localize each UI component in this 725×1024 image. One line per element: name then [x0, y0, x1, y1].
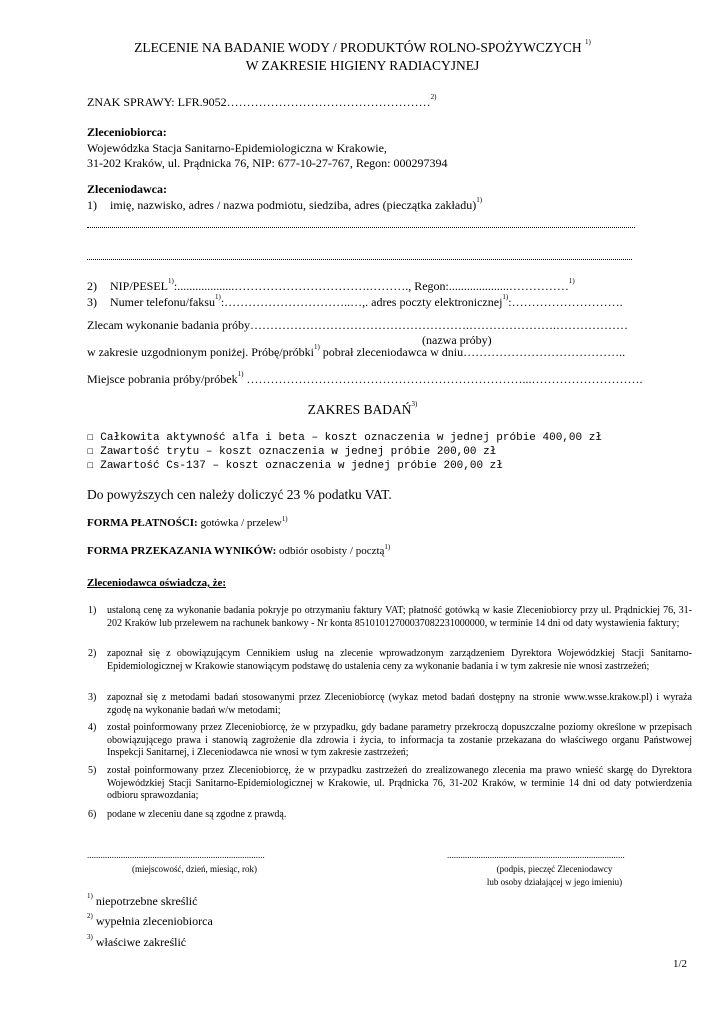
- phone-label: Numer telefonu/faksu: [110, 295, 215, 309]
- location-footnote-mark: 1): [237, 370, 244, 378]
- declaration-item-number: 2): [88, 648, 97, 659]
- footnote-mark: 2): [87, 912, 93, 920]
- collection-date-field[interactable]: pobrał zleceniodawca w dniu…………………………………..: [319, 345, 626, 359]
- declaration-item: ustaloną cenę za wykonanie badania pokryje po otrzymaniu faktury VAT; płatność gotówką w kasie Zleceniobiorcy przy ul. Prądnickiej 76, 31-202 Kraków lub przelewem na rachunek bankowy - Nr konta 85101012700037082231000000, w terminie 14 dni od daty wystawienia faktury;: [107, 605, 692, 629]
- declaration-item-number: 4): [88, 722, 97, 733]
- order-collection-line: [87, 345, 625, 359]
- declaration-item-number: 6): [88, 809, 97, 820]
- location-label: Miejsce pobrania próby/próbek: [87, 372, 238, 386]
- email-field[interactable]: :……………………….: [508, 295, 623, 309]
- client-item-1: [87, 198, 482, 212]
- payment-form: [87, 517, 288, 530]
- case-number-footnote-mark: 2): [430, 93, 437, 101]
- footnote-text: niepotrzebne skreślić: [92, 894, 198, 908]
- title-footnote-mark: 1): [585, 38, 591, 46]
- scope-option-tritium[interactable]: ☐ Zawartość trytu – koszt oznaczenia w jednej próbie 200,00 zł: [87, 446, 497, 458]
- regon-footnote-mark: 1): [568, 277, 575, 285]
- scope-heading-text: ZAKRES BADAŃ: [307, 402, 412, 417]
- signature-caption-2: lub osoby działającej w jego imieniu): [486, 877, 623, 887]
- nip-pesel-label: NIP/PESEL: [110, 279, 169, 293]
- footnote: [87, 894, 197, 908]
- declaration-item: został poinformowany przez Zleceniobiorcę, że w przypadku zastrzeżeń do zrealizowanego zlecenia ma prawo wnieść skargę do Dyrektora Wojewódzkiej Stacji Sanitarno-Epidemiologicznej w Krakowie, ul. Prądnicka 76, 31-202 Kraków, w terminie 14 dni od daty potwierdzenia odbioru sprawozdania;: [107, 765, 692, 801]
- client-item-3-number: 3): [87, 295, 97, 309]
- declaration-item-number: 3): [88, 692, 97, 703]
- declaration-item: został poinformowany przez Zleceniobiorcę, że w przypadku, gdy badane parametry przekroczą dopuszczalne poziomy określone w przepisach obowiązującego prawa i stanowią zagrożenie dla zdrowia i życia, to informacja ta zostanie przekazana do właściwego organu Państwowej Inspekcji Sanitarnej, i Zleceniodawca nie wnosi w tym zakresie zastrzeżeń;: [107, 722, 692, 758]
- vat-note: Do powyższych cen należy doliczyć 23 % podatku VAT.: [87, 487, 392, 502]
- declaration-item-number: 5): [88, 765, 97, 776]
- declaration-item: podane w zleceniu dane są zgodne z prawdą.: [107, 809, 287, 820]
- client-item-2-number: 2): [87, 279, 97, 293]
- scope-heading: [0, 402, 725, 418]
- client-item-1-text: imię, nazwisko, adres / nazwa podmiotu, siedziba, adres (pieczątka zakładu): [110, 198, 477, 212]
- page-number: 1/2: [673, 958, 688, 970]
- declaration-item-number: 1): [88, 605, 97, 616]
- scope-option-cs137[interactable]: ☐ Zawartość Cs-137 – koszt oznaczenia w jednej próbie 200,00 zł: [87, 460, 503, 472]
- declaration-heading: Zleceniodawca oświadcza, że:: [87, 577, 226, 589]
- footnote: [87, 914, 213, 928]
- footnote: [87, 935, 186, 949]
- payment-footnote-mark: 1): [281, 515, 288, 523]
- client-name-field-line-2[interactable]: [87, 259, 632, 260]
- signature-caption-1: (podpis, pieczęć Zleceniodawcy: [496, 864, 613, 874]
- order-location-line: [87, 372, 642, 386]
- scope-footnote-mark: 3): [411, 400, 418, 408]
- footnote-text: wypełnia zleceniobiorca: [92, 914, 213, 928]
- client-heading: Zleceniodawca:: [87, 182, 167, 196]
- document-title: [0, 40, 725, 56]
- date-place-caption: (miejscowość, dzień, miesiąc, rok): [132, 864, 257, 874]
- contractor-heading: Zleceniobiorca:: [87, 125, 167, 139]
- case-number-label: ZNAK SPRAWY: LFR.9052……………………………………………: [87, 95, 431, 109]
- nip-regon-field[interactable]: :...................…………………………….………., Regon:....................……………: [173, 279, 569, 293]
- phone-email-field[interactable]: :…………………………..…,. adres poczty elektronicznej: [220, 295, 503, 309]
- delivery-footnote-mark: 1): [384, 543, 391, 551]
- sample-name-caption: (nazwa próby): [422, 333, 492, 347]
- signature-field[interactable]: ...............................................................................: [447, 850, 625, 860]
- title-line-1: ZLECENIE NA BADANIE WODY / PRODUKTÓW ROLNO-SPOŻYWCZYCH: [134, 40, 582, 55]
- client-item-3: [87, 295, 623, 309]
- declaration-item: zapoznał się z metodami badań stosowanymi przez Zleceniobiorcę (wykaz metod badań dostępny na stronie www.wsse.krakow.pl) i wyraża zgodę na wykonanie badań w/w metodami;: [107, 692, 692, 716]
- footnote-text: właściwe zakreślić: [92, 935, 187, 949]
- case-number: [87, 95, 436, 109]
- declaration-item: zapoznał się z obowiązującym Cennikiem usług na zlecenie wprowadzonym zarządzeniem Dyrektora Wojewódzkiej Stacji Sanitarno-Epidemiologicznej w Krakowie stanowiącym podstawę do ustalenia ceny za wykonanie badania i w tym zakresie nie wnosi zastrzeżeń;: [107, 648, 692, 672]
- order-sample-line[interactable]: Zlecam wykonanie badania próby……………………………………………….………………….………………: [87, 318, 628, 332]
- client-item-2: [87, 279, 575, 293]
- contractor-line-1: Wojewódzka Stacja Sanitarno-Epidemiologiczna w Krakowie,: [87, 141, 387, 155]
- result-delivery-form: [87, 545, 390, 558]
- location-field[interactable]: ……………………………………………………………...……………………….: [243, 372, 643, 386]
- contractor-line-2: 31-202 Kraków, ul. Prądnicka 76, NIP: 677-10-27-767, Regon: 000297394: [87, 156, 448, 170]
- date-place-field[interactable]: ...............................................................................: [87, 850, 265, 860]
- collection-footnote-mark: 1): [313, 343, 320, 351]
- footnote-mark: 3): [87, 933, 93, 941]
- document-subtitle: W ZAKRESIE HIGIENY RADIACYJNEJ: [245, 58, 480, 73]
- payment-form-options[interactable]: gotówka / przelew: [197, 517, 282, 529]
- collection-label: w zakresie uzgodnionym poniżej. Próbę/próbki: [87, 345, 314, 359]
- payment-form-label: FORMA PŁATNOŚCI:: [87, 517, 198, 529]
- nip-footnote-mark: 1): [168, 277, 174, 285]
- footnote-mark: 1): [87, 892, 93, 900]
- client-item-1-footnote-mark: 1): [476, 196, 483, 204]
- email-footnote-mark: 1): [502, 293, 509, 301]
- delivery-form-label: FORMA PRZEKAZANIA WYNIKÓW:: [87, 545, 277, 557]
- client-item-1-number: 1): [87, 198, 97, 212]
- delivery-form-options[interactable]: odbiór osobisty / pocztą: [276, 545, 385, 557]
- client-name-field-line-1[interactable]: [87, 227, 635, 228]
- scope-option-alpha-beta[interactable]: ☐ Całkowita aktywność alfa i beta – koszt oznaczenia w jednej próbie 400,00 zł: [87, 432, 602, 444]
- phone-footnote-mark: 1): [214, 293, 221, 301]
